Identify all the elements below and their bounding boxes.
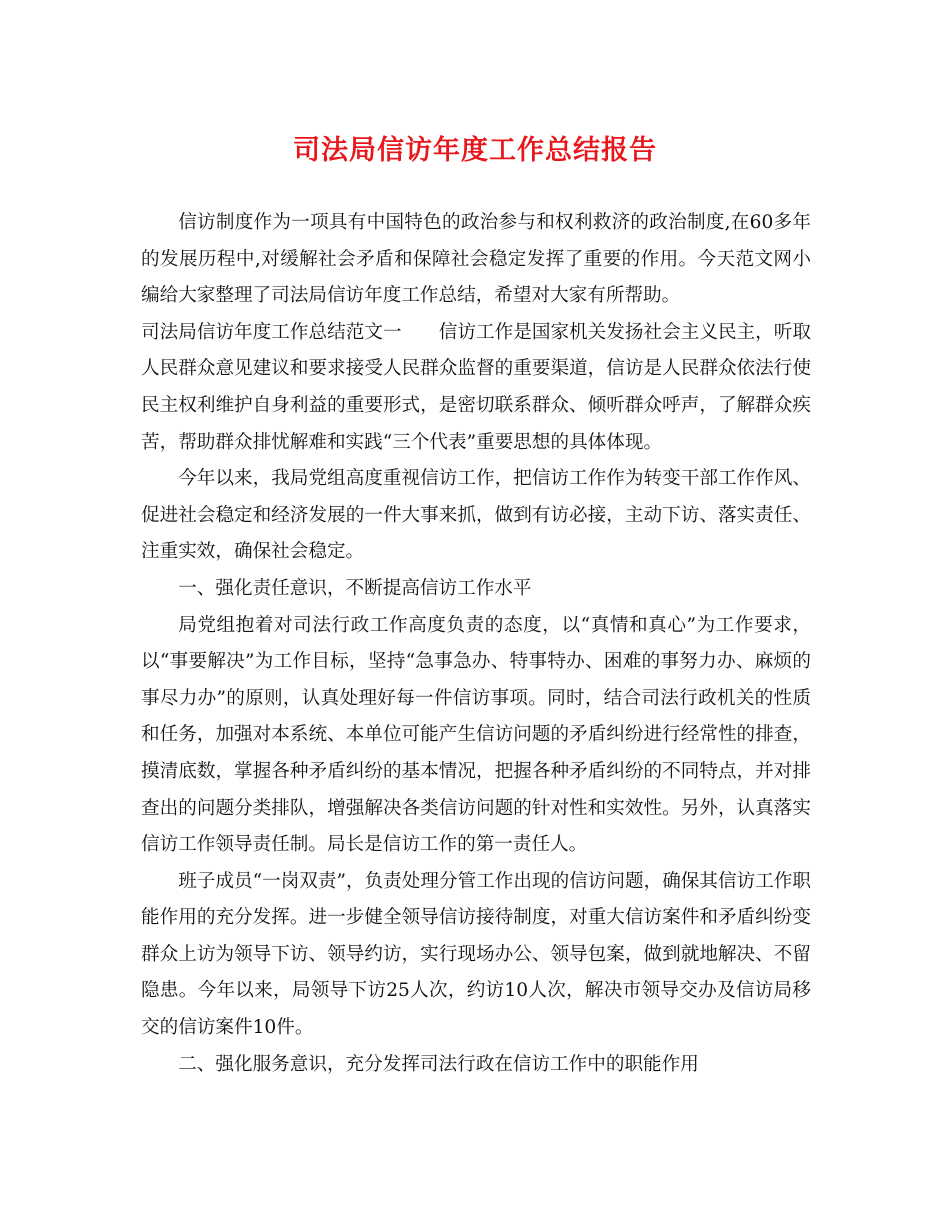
document-title: 司法局信访年度工作总结报告 <box>293 135 657 166</box>
paragraph-responsibility: 局党组抱着对司法行政工作高度负责的态度，以“真情和真心”为工作要求，以“事要解决”为工作目标，坚持“急事急办、特事特办、困难的事努力办、麻烦的事尽力办”的原则，认真处理好每一件信访事项。同时，结合司法行政机关的性质和任务，加强对本系统、本单位可能产生信访问题的矛盾纠纷进行经常性的排查，摸清底数，掌握各种矛盾纠纷的基本情况，把握各种矛盾纠纷的不同特点，并对排查出的问题分类排队，增强解决各类信访问题的针对性和实效性。另外，认真落实信访工作领导责任制。局长是信访工作的第一责任人。 <box>141 614 811 856</box>
section-heading-one: 一、强化责任意识，不断提高信访工作水平 <box>178 577 532 599</box>
section-heading-two: 二、强化服务意识，充分发挥司法行政在信访工作中的职能作用 <box>178 1053 699 1075</box>
paragraph-sample-one: 司法局信访年度工作总结范文一 信访工作是国家机关发扬社会主义民主，听取人民群众意见建议和要求接受人民群众监督的重要渠道，信访是人民群众依法行使民主权利维护自身利益的重要形式，是密切联系群众、倾听群众呼声，了解群众疾苦，帮助群众排忧解难和实践“三个代表”重要思想的具体体现。 <box>141 321 811 453</box>
paragraph-leadership: 班子成员“一岗双责”，负责处理分管工作出现的信访问题，确保其信访工作职能作用的充分发挥。进一步健全领导信访接待制度，对重大信访案件和矛盾纠纷变群众上访为领导下访、领导约访，实行现场办公、领导包案，做到就地解决、不留隐患。今年以来，局领导下访25人次，约访10人次，解决市领导交办及信访局移交的信访案件10件。 <box>141 870 811 1039</box>
paragraph-this-year: 今年以来，我局党组高度重视信访工作，把信访工作作为转变干部工作作风、促进社会稳定和经济发展的一件大事来抓，做到有访必接，主动下访、落实责任、注重实效，确保社会稳定。 <box>141 468 811 563</box>
document-body <box>141 205 811 1083</box>
paragraph-intro: 信访制度作为一项具有中国特色的政治参与和权利救济的政治制度,在60多年的发展历程中,对缓解社会矛盾和保障社会稳定发挥了重要的作用。今天范文网小编给大家整理了司法局信访年度工作总结，希望对大家有所帮助。 <box>141 212 811 307</box>
